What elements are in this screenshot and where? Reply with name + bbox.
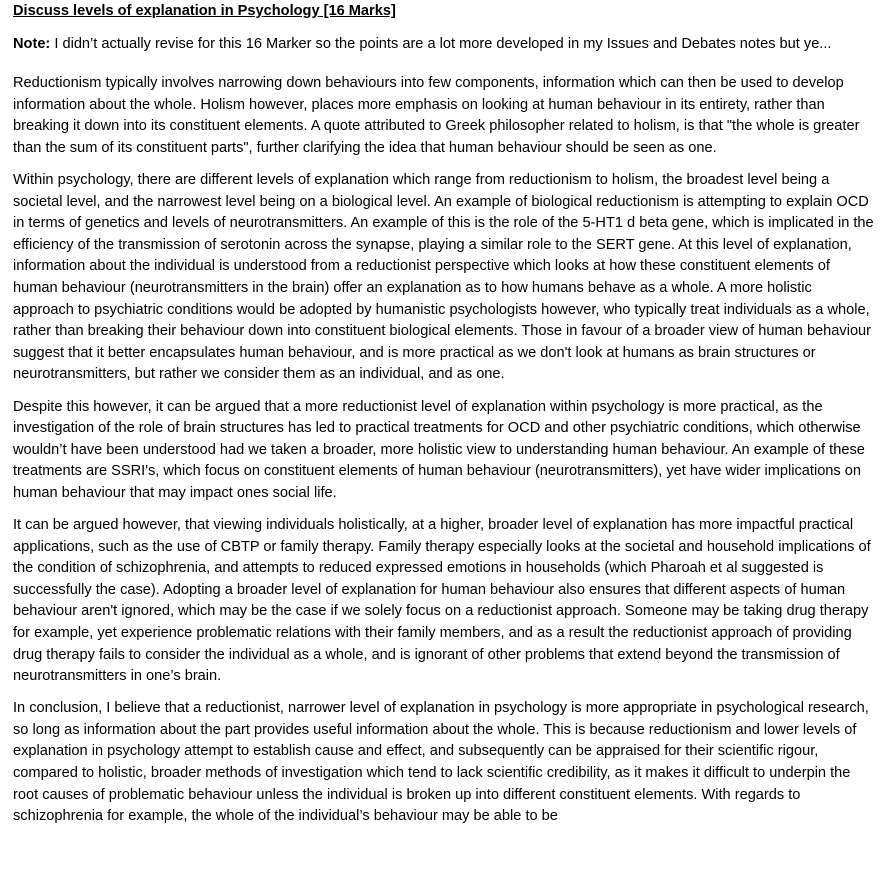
note-text: I didn’t actually revise for this 16 Marker so the points are a lot more developed in my Issues and Debates notes but ye... <box>50 35 832 52</box>
document-page <box>13 1 875 838</box>
paragraph-levels-of-explanation: Within psychology, there are different levels of explanation which range from reductionism to holism, the broadest level being a societal level, and the narrowest level being on a biological level. An example of biological reductionism is attempting to explain OCD in terms of genetics and levels of neurotransmitters. An example of this is the role of the 5-HT1 d beta gene, which is implicated in the efficiency of the transmission of serotonin across the synapse, playing a similar role to the SERT gene. At this level of explanation, information about the individual is understood from a reductionist perspective which looks at how these constituent elements of human behaviour (neurotransmitters in the brain) offer an explanation as to how humans behave as a whole. A more holistic approach to psychiatric conditions would be adopted by humanistic psychologists however, who typically treat individuals as a whole, rather than breaking their behaviour down into constituent biological elements. Those in favour of a broader view of human behaviour suggest that it better encapsulates human behaviour, and is more practical as we don't look at humans as brain structures or neurotransmitters, but rather we consider them as an individual, and as one. <box>13 172 874 383</box>
note-line <box>13 34 875 56</box>
paragraph-reductionist-practical: Despite this however, it can be argued that a more reductionist level of explanation within psychology is more practical, as the investigation of the role of brain structures has led to practical treatments for OCD and other psychiatric conditions, which otherwise wouldn’t have been understood had we taken a broader, more holistic view to understanding human behaviour. An example of these treatments are SSRI's, which focus on constituent elements of human behaviour (neurotransmitters), yet have wider implications on human behaviour that may impact ones social life. <box>13 398 865 501</box>
paragraph-conclusion: In conclusion, I believe that a reductionist, narrower level of explanation in psychology is more appropriate in psychological research, so long as information about the part provides useful information about the whole. This is because reductionism and lower levels of explanation in psychology attempt to establish cause and effect, and subsequently can be appraised for their scientific rigour, compared to holistic, broader methods of investigation which tend to lack scientific credibility, as it makes it difficult to underpin the root causes of problematic behaviour unless the individual is broken up into different constituent elements. With regards to schizophrenia for example, the whole of the individual’s behaviour may be able to be <box>13 700 869 825</box>
essay-title: Discuss levels of explanation in Psychology [16 Marks] <box>13 3 396 19</box>
paragraph-holistic-applications: It can be argued however, that viewing individuals holistically, at a higher, broader level of explanation has more impactful practical applications, such as the use of CBTP or family therapy. Family therapy especially looks at the societal and household implications of the condition of schizophrenia, and attempts to reduced expressed emotions in households (which Pharoah et al suggested is successfully the case). Adopting a broader level of explanation for human behaviour also ensures that different aspects of human behaviour aren't ignored, which may be the case if we solely focus on a reductionist approach. Someone may be taking drug therapy for example, yet experience problematic relations with their family members, and as a result the reductionist approach of providing drug therapy fails to consider the individual as a whole, and is ignorant of other problems that extend beyond the transmission of neurotransmitters in one’s brain. <box>13 516 871 685</box>
paragraph-reductionism-holism: Reductionism typically involves narrowing down behaviours into few components, information which can then be used to develop information about the whole. Holism however, places more emphasis on looking at human behaviour in its entirety, rather than breaking it down into its constituent elements. A quote attributed to Greek philosopher related to holism, is that "the whole is greater than the sum of its constituent parts", further clarifying the idea that human behaviour should be seen as one. <box>13 75 860 156</box>
note-label: Note: <box>13 35 51 52</box>
